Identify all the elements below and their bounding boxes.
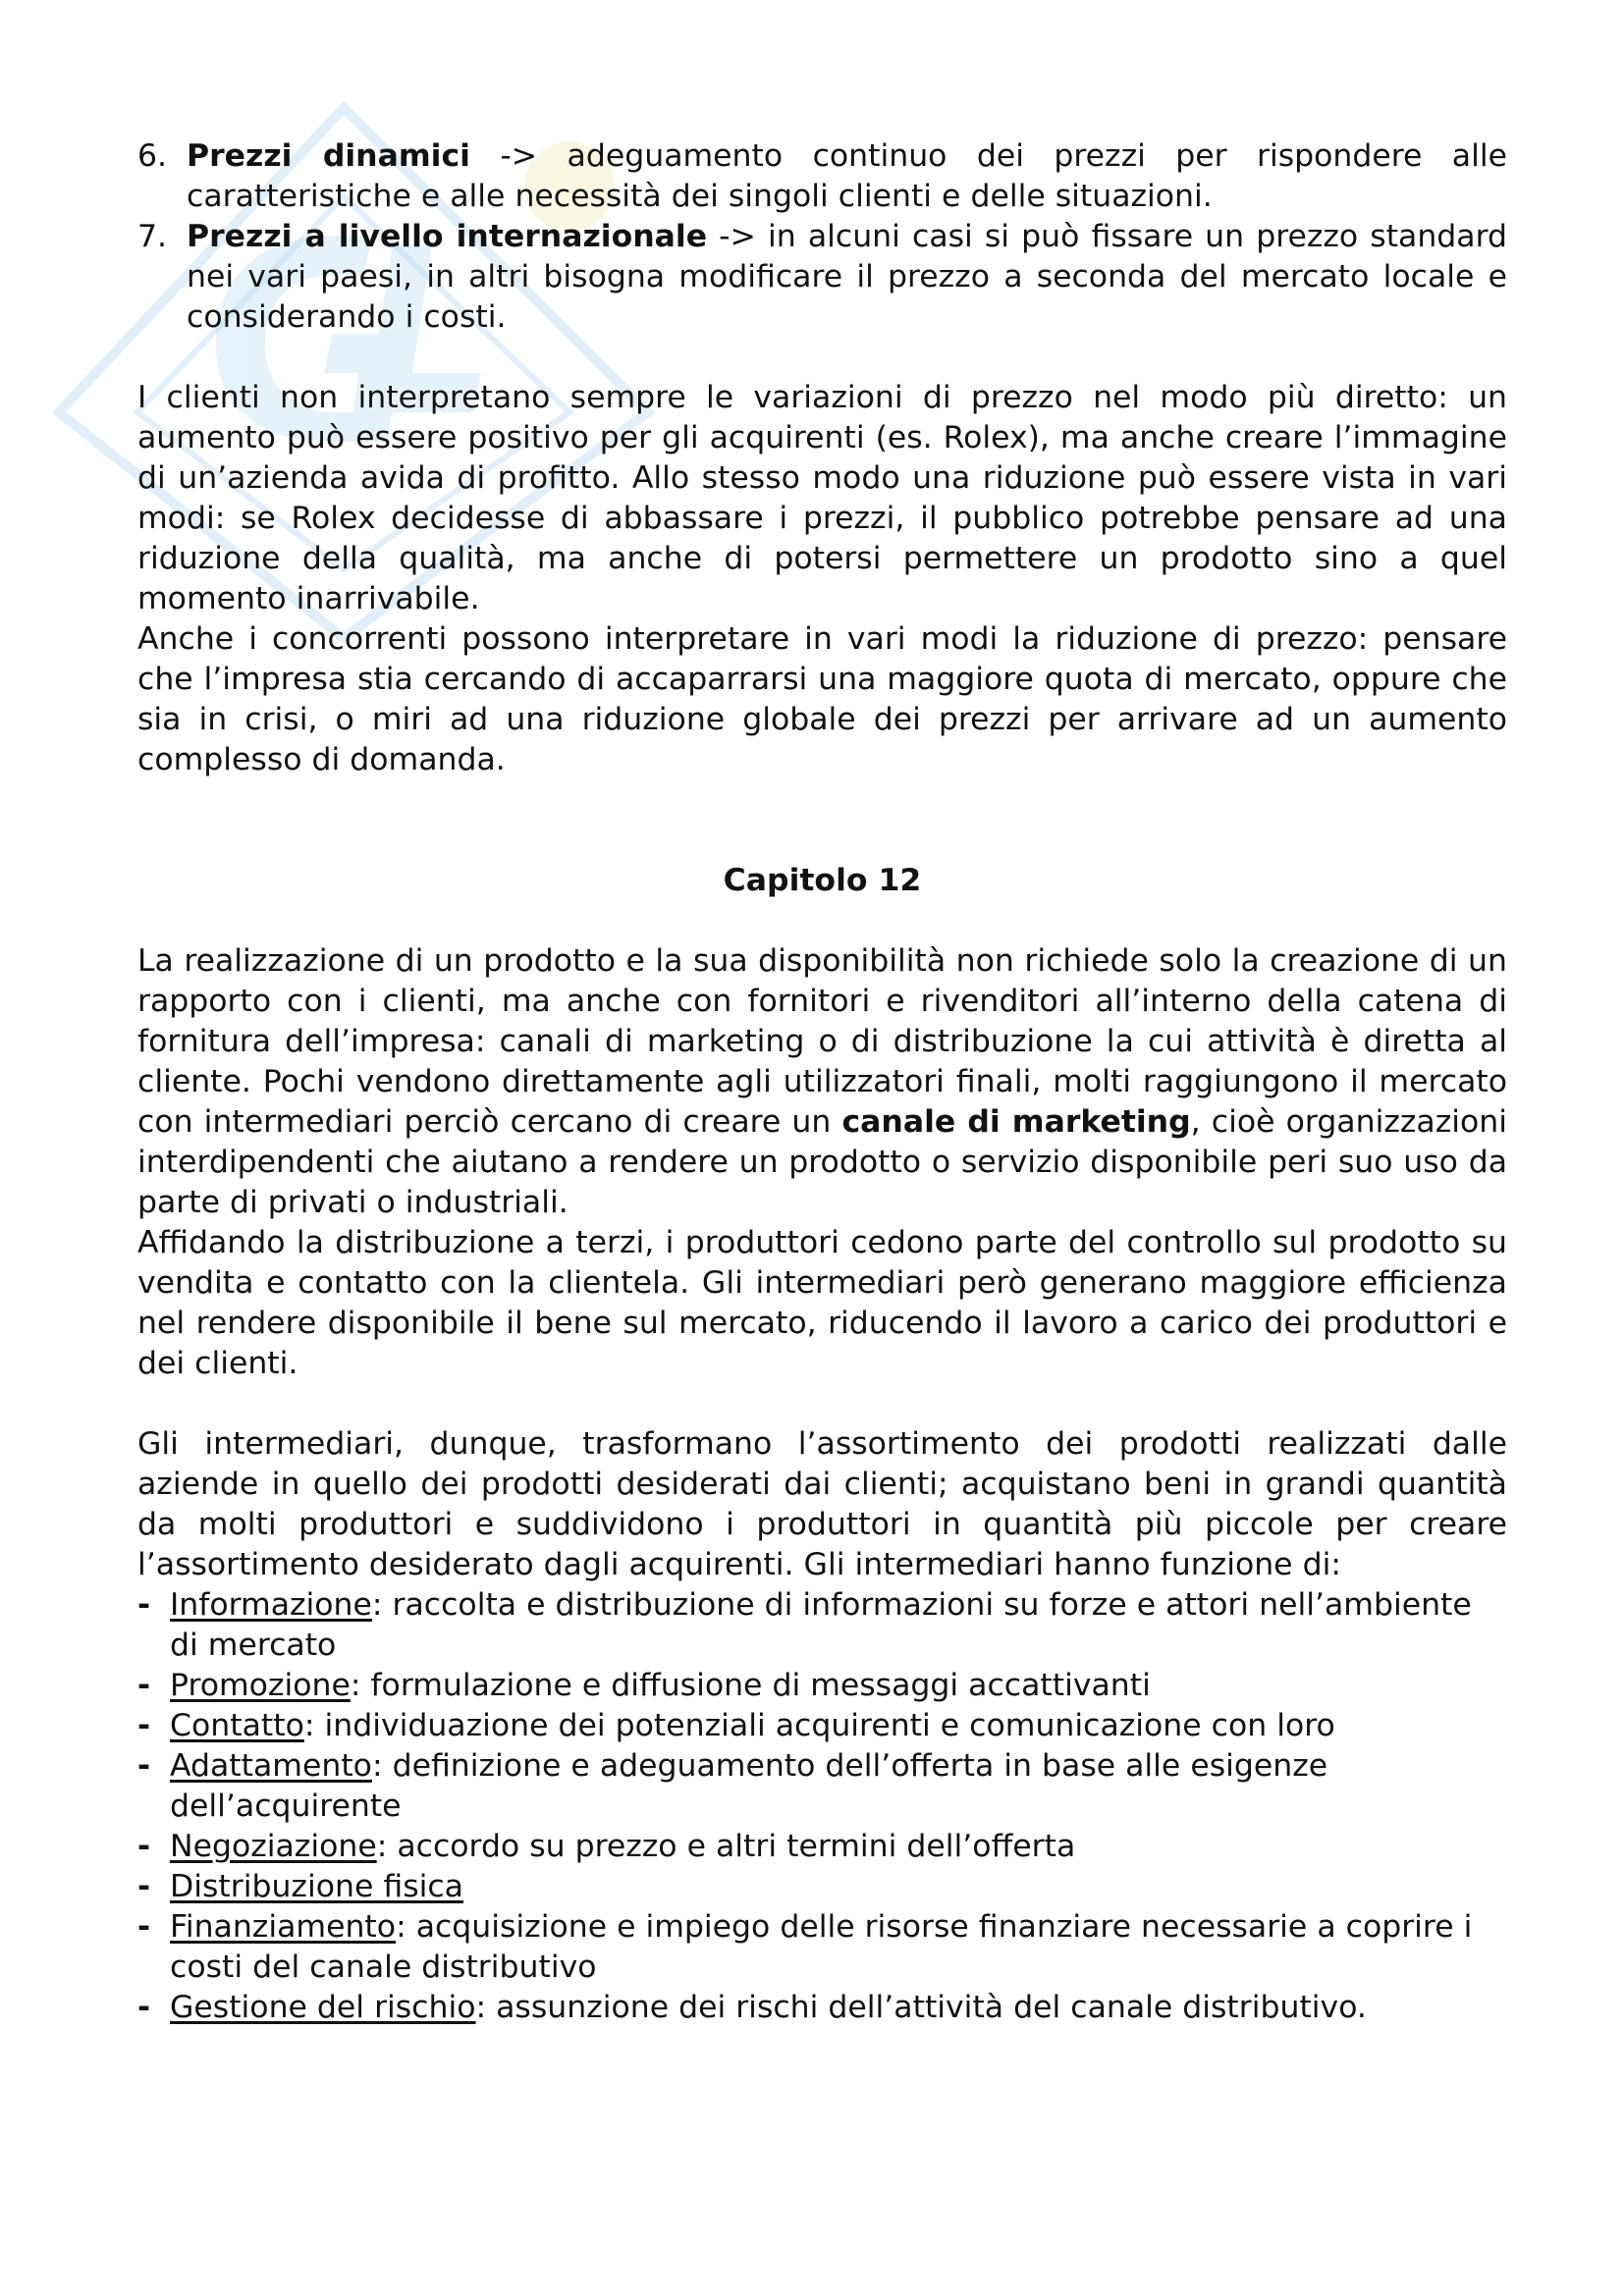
text-run: La realizzazione di un prodotto e la sua disponibilità non richiede solo la creazione di un rapporto con i clienti, ma anche con fornitori e rivenditori all’interno della catena di fornitura dell’impresa: canali di marketing o di distribuzione la cui attività è diretta al cliente. Pochi vendono direttamente agli utilizzatori finali, molti raggiungono il mercato con intermediari perciò cercano di creare un [137,943,1507,1140]
dash-bullet: - [137,1829,151,1864]
chapter-heading: Capitolo 12 [723,863,922,898]
function-text: : accordo su prezzo e altri termini dell’offerta [376,1829,1076,1864]
paragraph-outsourcing: Affidando la distribuzione a terzi, i produttori cedono parte del controllo sul prodotto su vendita e contatto con la clientela. Gli intermediari però generano maggiore efficienza nel rendere disponibile il bene sul mercato, riducendo il lavoro a carico dei produttori e dei clienti. [137,1225,1507,1381]
functions-list [137,1585,1507,2028]
function-text: : definizione e adeguamento dell’offerta in base alle esigenze dell’acquirente [170,1748,1328,1824]
function-text: : acquisizione e impiego delle risorse finanziare necessarie a coprire i costi del canale distributivo [170,1909,1473,1985]
function-text: : assunzione dei rischi dell’attività del canale distributivo. [475,1990,1367,2025]
list-item [137,1827,1507,1867]
list-term: Prezzi a livello internazionale [187,219,708,254]
dash-bullet: - [137,1668,151,1703]
function-term: Promozione [170,1668,351,1703]
list-item [137,1706,1507,1746]
list-item [137,1907,1507,1988]
function-term: Gestione del rischio [170,1990,476,2025]
dash-bullet: - [137,1748,151,1784]
list-number: 6. [137,138,168,174]
list-item [137,217,1507,338]
list-item [137,136,1507,217]
list-item [137,1988,1507,2028]
paragraph-price-perception: I clienti non interpretano sempre le variazioni di prezzo nel modo più diretto: un aumento può essere positivo per gli acquirenti (es. Rolex), ma anche creare l’immagine di un’azienda avida di profitto. Allo stesso modo una riduzione può essere vista in vari modi: se Rolex decidesse di abbassare i prezzi, il pubblico potrebbe pensare ad una riduzione della qualità, ma anche di potersi permettere un prodotto sino a quel momento inarrivabile. [137,380,1507,616]
text-run: , cioè organizzazioni interdipendenti che aiutano a rendere un prodotto o servizio disponibile peri suo uso da parte di privati o industriali. [137,1104,1507,1220]
list-number: 7. [137,219,168,254]
dash-bullet: - [137,1909,151,1945]
list-text: -> in alcuni casi si può fissare un prezzo standard nei vari paesi, in altri bisogna modificare il prezzo a seconda del mercato locale e considerando i costi. [187,219,1507,335]
pricing-list [137,136,1507,338]
paragraph-competitors: Anche i concorrenti possono interpretare in vari modi la riduzione di prezzo: pensare che l’impresa stia cercando di accaparrarsi una maggiore quota di mercato, oppure che sia in crisi, o miri ad una riduzione globale dei prezzi per arrivare ad un aumento complesso di domanda. [137,621,1507,777]
function-term: Negoziazione [170,1829,377,1864]
dash-bullet: - [137,1869,151,1904]
function-text: : individuazione dei potenziali acquirenti e comunicazione con loro [303,1708,1335,1743]
list-term: Prezzi dinamici [187,138,470,174]
list-item [137,1867,1507,1907]
function-term: Finanziamento [170,1909,397,1945]
function-term: Adattamento [170,1748,372,1784]
list-text: -> adeguamento continuo dei prezzi per rispondere alle caratteristiche e alle necessità dei singoli clienti e delle situazioni. [187,138,1507,214]
dash-bullet: - [137,1708,151,1743]
function-text: : formulazione e diffusione di messaggi accattivanti [350,1668,1151,1703]
document-content [137,136,1507,2028]
function-text: : raccolta e distribuzione di informazioni su forze e attori nell’ambiente di mercato [170,1587,1472,1663]
list-item [137,1746,1507,1827]
dash-bullet: - [137,1587,151,1623]
paragraph-marketing-channel [137,941,1507,1223]
list-item [137,1666,1507,1706]
dash-bullet: - [137,1990,151,2025]
function-term: Informazione [170,1587,372,1623]
list-item [137,1585,1507,1666]
function-term: Distribuzione fisica [170,1869,463,1904]
paragraph-intermediaries: Gli intermediari, dunque, trasformano l’assortimento dei prodotti realizzati dalle aziende in quello dei prodotti desiderati dai clienti; acquistano beni in grandi quantità da molti produttori e suddividono i produttori in quantità più piccole per creare l’assortimento desiderato dagli acquirenti. Gli intermediari hanno funzione di: [137,1426,1507,1582]
bold-term: canale di marketing [841,1104,1191,1140]
function-term: Contatto [170,1708,304,1743]
